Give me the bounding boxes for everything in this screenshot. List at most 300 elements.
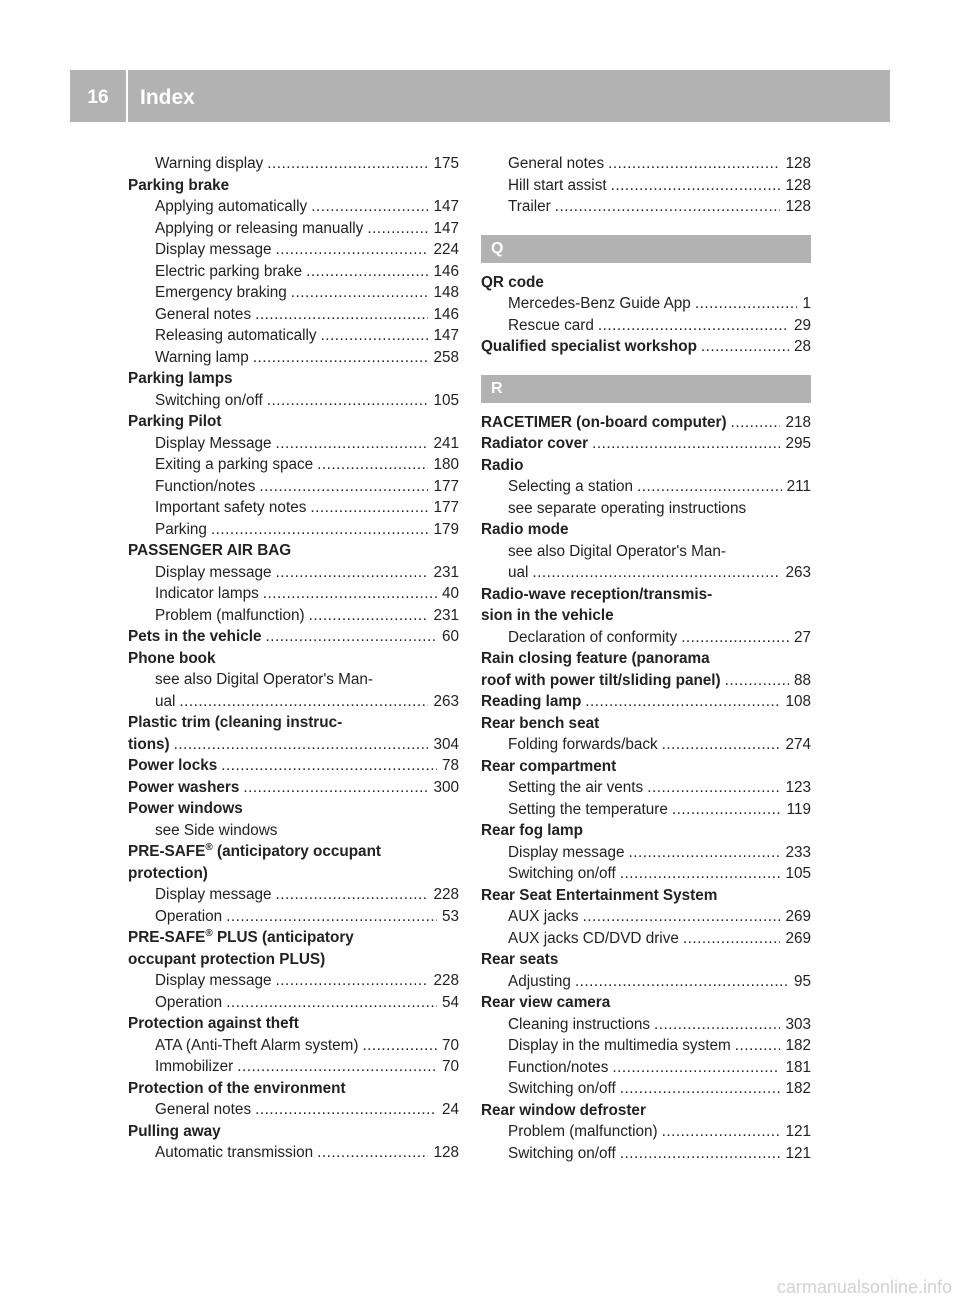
page-reference: 88 [793,671,811,689]
entry-label: Radiator cover [481,435,589,452]
entry-text [508,498,746,520]
entry-text [128,626,261,648]
index-subentry [128,239,459,261]
dot-leader [263,583,437,605]
index-entry [481,1100,811,1122]
entry-text [155,562,271,584]
entry-label: Display Message [155,434,272,452]
index-entry [481,756,811,778]
entry-text [155,325,317,347]
dot-leader [226,906,437,928]
index-entry [481,605,811,627]
index-subentry [128,970,459,992]
entry-label: Operation [155,993,223,1011]
dot-leader [309,605,429,627]
entry-label: Reading lamp [481,693,582,710]
entry-label: ATA (Anti-Theft Alarm system) [155,1036,359,1054]
index-subentry [128,884,459,906]
entry-label: Rain closing feature (panorama [481,650,710,667]
page-reference: 258 [433,348,459,366]
dot-leader [237,1056,437,1078]
index-entry [481,519,811,541]
index-subentry [128,218,459,240]
entry-label: General notes [155,1101,252,1118]
entry-text [481,691,581,713]
entry-label: Parking brake [128,176,230,194]
index-subentry [128,562,459,584]
index-entry [481,584,811,606]
dot-leader [253,347,429,369]
entry-text [508,196,551,218]
entry-text [481,670,721,692]
dot-leader [362,1035,437,1057]
index-subentry [481,153,811,175]
page-reference: 70 [441,1058,459,1075]
dot-leader [310,497,428,519]
dot-leader [532,562,780,584]
page-reference: 121 [785,1144,811,1162]
index-subentry [481,1121,811,1143]
entry-label: protection) [128,864,208,882]
entry-text [508,1057,608,1079]
entry-label: Setting the temperature [508,800,668,818]
entry-label: Parking Pilot [128,413,222,430]
entry-text [508,842,624,864]
index-entry [128,368,459,390]
page-reference: 233 [785,843,811,861]
page-reference: 269 [785,929,811,947]
entry-text [508,175,607,197]
entry-label: AUX jacks CD/DVD drive [508,929,679,947]
dot-leader [291,282,429,304]
index-subentry [481,562,811,584]
index-subentry [128,583,459,605]
entry-label: Pulling away [128,1122,221,1140]
index-subentry [481,971,811,993]
index-subentry [481,1057,811,1079]
index-subentry [481,476,811,498]
page-reference: 128 [785,198,811,215]
page-title: Index [140,86,195,109]
entry-text [481,412,727,434]
entry-text [128,949,325,971]
dot-leader [275,970,428,992]
entry-label: Qualified specialist workshop [481,338,697,355]
index-subentry [128,1142,459,1164]
entry-label: Protection of the environment [128,1079,346,1097]
entry-label: occupant protection PLUS) [128,950,326,968]
registered-mark: ® [205,842,213,853]
entry-text [155,433,271,455]
index-subentry [128,390,459,412]
entry-text [128,927,354,949]
entry-label: Problem (malfunction) [508,1123,658,1140]
entry-text [508,906,579,928]
index-subentry [128,476,459,498]
entry-label: Electric parking brake [155,262,303,280]
entry-label: Immobilizer [155,1058,234,1075]
page-reference: 148 [433,284,459,301]
index-entry [481,885,811,907]
page-reference: 60 [441,628,459,645]
entry-label: Folding forwards/back [508,736,658,753]
page-reference: 146 [433,262,459,280]
index-subentry [481,541,811,563]
entry-label: Problem (malfunction) [155,606,305,624]
entry-text [155,153,263,175]
dot-leader [731,412,781,434]
entry-label: see separate operating instructions [508,499,747,517]
index-entry [128,712,459,734]
dot-leader [555,196,781,218]
entry-label: see also Digital Operator's Man- [155,671,374,688]
page-reference: 147 [433,327,459,344]
dot-leader [620,1078,781,1100]
entry-text [481,756,616,778]
index-entry [481,992,811,1014]
page-reference: 269 [785,908,811,925]
dot-leader [681,627,789,649]
entry-text [508,1143,616,1165]
index-subentry [128,454,459,476]
entry-label: Indicator lamps [155,585,259,602]
entry-text [155,1056,233,1078]
dot-leader [321,325,429,347]
entry-text [155,390,263,412]
page-reference: 263 [785,564,811,581]
entry-text [128,734,170,756]
entry-text [481,648,710,670]
page-reference: 182 [785,1037,811,1054]
entry-text [155,1142,313,1164]
entry-text [155,347,249,369]
entry-label: Mercedes-Benz Guide App [508,295,691,312]
entry-text [155,1099,251,1121]
entry-text [155,1035,358,1057]
page-reference: 128 [433,1144,459,1161]
page-reference: 274 [785,736,811,753]
entry-label: Parking lamps [128,370,233,387]
page-reference: 179 [433,520,459,538]
dot-leader [275,433,428,455]
entry-label: Rear window defroster [481,1101,646,1119]
entry-text [508,541,726,563]
entry-text [128,863,208,885]
entry-label: Rear view camera [481,994,611,1011]
index-subentry [128,304,459,326]
dot-leader [221,755,437,777]
entry-label: Trailer [508,198,551,215]
entry-text [481,1100,646,1122]
page-reference: 54 [441,993,459,1011]
entry-text [128,540,291,562]
dot-leader [267,153,428,175]
entry-text [508,971,571,993]
dot-leader [662,734,781,756]
page-reference: 224 [433,241,459,258]
index-entry [128,411,459,433]
entry-label: Operation [155,907,223,925]
index-subentry [128,497,459,519]
index-subentry [481,1014,811,1036]
entry-text [481,433,588,455]
page-reference: 121 [785,1123,811,1140]
entry-label: Display message [155,241,272,258]
entry-text [155,454,313,476]
index-subentry [481,799,811,821]
entry-text [155,218,363,240]
entry-text [128,1078,346,1100]
index-entry [128,175,459,197]
page-reference: 228 [433,972,459,989]
entry-label: General notes [155,305,252,323]
index-entry [128,927,459,949]
index-entry [481,433,811,455]
page-reference: 182 [785,1080,811,1097]
dot-leader [735,1035,781,1057]
index-entry [128,798,459,820]
entry-label: Important safety notes [155,499,307,516]
entry-text [128,1121,221,1143]
dot-leader [662,1121,781,1143]
entry-label: Rear fog lamp [481,822,583,839]
index-entry [128,755,459,777]
page-reference: 231 [433,606,459,624]
entry-text [155,519,207,541]
entry-label: Display message [155,972,272,989]
index-subentry [481,734,811,756]
entry-label: Display message [508,843,625,861]
entry-label: Protection against theft [128,1015,299,1032]
entry-label: Radio [481,456,524,474]
entry-label: Radio-wave reception/transmis- [481,585,713,603]
entry-text [508,476,633,498]
page-reference: 53 [441,907,459,925]
dot-leader [611,175,781,197]
entry-text [508,777,643,799]
entry-label: ual [155,692,176,710]
dot-leader [585,691,780,713]
index-entry [128,777,459,799]
dot-leader [575,971,789,993]
page-reference: 128 [785,155,811,172]
index-subentry [481,196,811,218]
entry-label: Releasing automatically [155,327,317,344]
dot-leader [598,315,789,337]
entry-text [128,1013,299,1035]
dot-leader [583,906,781,928]
entry-label: Radio mode [481,521,569,538]
index-subentry [128,669,459,691]
entry-label: roof with power tilt/sliding panel) [481,671,721,689]
dot-leader [317,454,428,476]
page-reference: 123 [785,779,811,796]
page-reference: 27 [793,628,811,646]
entry-text [481,584,712,606]
page-reference: 263 [433,692,459,710]
page-reference: 177 [433,477,459,495]
index-entry [481,949,811,971]
index-entry [481,820,811,842]
dot-leader [608,153,780,175]
dot-leader [275,562,428,584]
index-entry [128,1078,459,1100]
page-reference: 300 [433,778,459,796]
index-subentry [481,1035,811,1057]
entry-label: Function/notes [155,477,256,495]
entry-text [155,970,271,992]
index-subentry [128,691,459,713]
index-subentry [128,1035,459,1057]
index-subentry [128,992,459,1014]
entry-text [128,648,216,670]
dot-leader [628,842,780,864]
entry-label: ual [508,564,529,581]
entry-label: PRE-SAFE [128,843,206,860]
page-reference: 1 [802,295,811,312]
index-subentry [481,863,811,885]
dot-leader [654,1014,780,1036]
entry-text [508,863,616,885]
entry-text [508,734,658,756]
index-subentry [128,196,459,218]
dot-leader [672,799,782,821]
index-subentry [481,175,811,197]
index-entry [128,1013,459,1035]
dot-leader [725,670,789,692]
entry-label: Warning lamp [155,348,249,366]
index-entry [128,863,459,885]
dot-leader [255,1099,437,1121]
index-entry [128,841,459,863]
entry-text [128,368,233,390]
index-subentry [128,519,459,541]
entry-text [155,239,271,261]
entry-label: Hill start assist [508,176,607,194]
entry-label: Declaration of conformity [508,628,678,646]
entry-text [128,841,381,863]
entry-text [155,476,255,498]
dot-leader [647,777,780,799]
index-subentry [128,261,459,283]
entry-label: QR code [481,273,544,291]
index-subentry [481,498,811,520]
page-header [70,70,890,122]
index-subentry [128,1056,459,1078]
page-reference: 177 [433,499,459,516]
dot-leader [620,1143,781,1165]
entry-text [481,272,544,294]
entry-text [155,304,251,326]
entry-label: Setting the air vents [508,779,644,796]
dot-leader [317,1142,428,1164]
index-entry [481,648,811,670]
entry-label: Rear bench seat [481,714,600,732]
index-entry [128,626,459,648]
index-entry [128,1121,459,1143]
page-reference: 147 [433,219,459,237]
entry-text [481,519,569,541]
entry-label: Switching on/off [155,391,263,409]
dot-leader [267,390,429,412]
entry-text [155,992,222,1014]
registered-mark: ® [205,928,213,939]
section-heading: Q [481,235,811,263]
page-number: 16 [87,87,109,108]
entry-text [508,799,668,821]
index-column-right [481,153,811,1164]
page-reference: 147 [433,198,459,215]
index-subentry [481,777,811,799]
entry-label: see also Digital Operator's Man- [508,542,727,560]
entry-label-rest: PLUS (anticipatory [212,929,354,946]
entry-text [481,885,717,907]
dot-leader [259,476,428,498]
entry-label: Switching on/off [508,865,616,882]
dot-leader [226,992,437,1014]
entry-text [508,153,604,175]
page-reference: 70 [441,1036,459,1054]
entry-text [508,928,679,950]
dot-leader [174,734,429,756]
index-entry [481,336,811,358]
page-reference: 303 [785,1015,811,1033]
header-divider [126,70,128,122]
entry-label: see Side windows [155,821,278,839]
entry-text [155,497,306,519]
entry-text [508,1078,616,1100]
entry-text [481,992,610,1014]
dot-leader [592,433,780,455]
index-subentry [481,315,811,337]
entry-label: Selecting a station [508,478,634,495]
index-subentry [128,347,459,369]
page-reference: 105 [433,391,459,409]
entry-label: Applying automatically [155,198,308,215]
entry-text [481,605,614,627]
entry-label: Power windows [128,800,243,817]
page-reference: 29 [793,316,811,334]
entry-label: Rescue card [508,316,594,334]
entry-label: General notes [508,155,605,172]
index-subentry [128,605,459,627]
index-entry [128,949,459,971]
entry-text [128,755,217,777]
entry-text [155,884,271,906]
page-reference: 295 [785,435,811,452]
entry-text [155,605,305,627]
entry-text [508,1014,650,1036]
entry-text [155,669,373,691]
entry-label: RACETIMER (on-board computer) [481,413,727,431]
entry-text [128,777,239,799]
page-reference: 24 [441,1101,459,1118]
index-entry [481,713,811,735]
entry-text [155,691,175,713]
page-reference: 228 [433,886,459,903]
entry-label: Exiting a parking space [155,456,314,473]
section-heading: R [481,375,811,403]
entry-text [481,713,599,735]
entry-label: Adjusting [508,972,571,990]
index-subentry [481,928,811,950]
index-subentry [481,293,811,315]
index-entry [481,412,811,434]
entry-label: Rear seats [481,951,559,968]
index-subentry [481,906,811,928]
entry-label: Switching on/off [508,1080,616,1097]
entry-text [508,627,677,649]
